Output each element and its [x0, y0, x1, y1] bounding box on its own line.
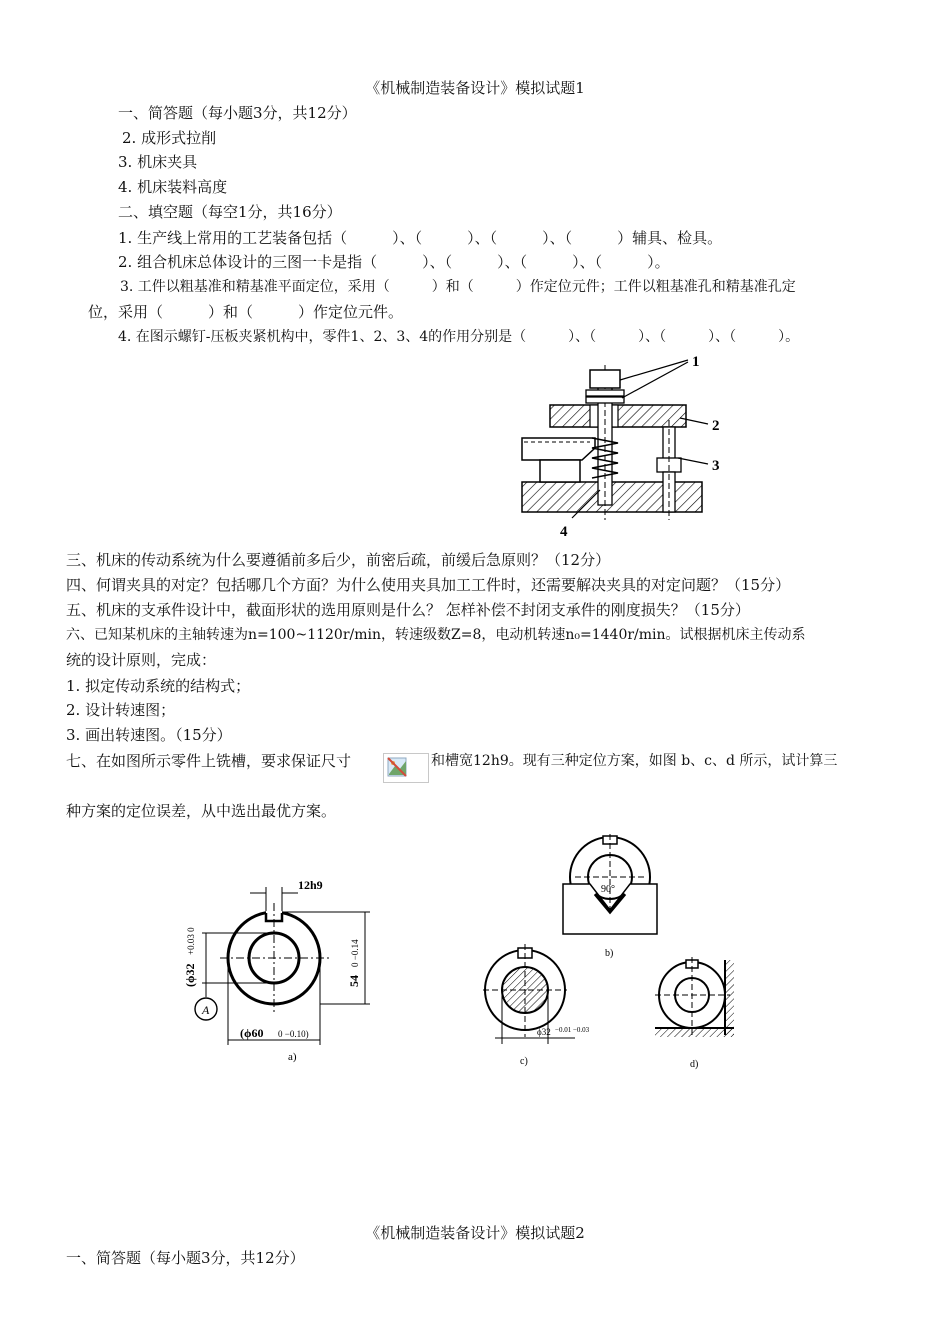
clamp-mechanism-figure	[520, 350, 730, 545]
short-answer-item: 4. 机床装料高度	[118, 178, 228, 196]
pin-dia-tol: −0.01 −0.03	[555, 1026, 590, 1034]
caption-a: a)	[288, 1051, 297, 1063]
pin-dia-dim: ϕ32	[537, 1027, 551, 1037]
question-6-item: 3. 画出转速图。（15分）	[66, 726, 232, 744]
outer-dia-tol: 0 −0.10)	[278, 1029, 309, 1039]
question-7-part2: 和槽宽12h9。现有三种定位方案，如图 b、c、d 所示，试计算三	[431, 753, 838, 769]
short-answer-item: 2. 成形式拉削	[122, 129, 217, 147]
bore-dia-dim: (ϕ32	[183, 963, 197, 987]
part-drawing-a	[170, 875, 390, 1070]
fill-question-3: 3. 工件以粗基准和精基准平面定位，采用（ ）和（ ）作定位元件；工件以粗基准孔和精基准孔定	[120, 279, 796, 295]
slot-width-dim: 12h9	[298, 878, 323, 892]
datum-label: A	[202, 1003, 210, 1017]
broken-image-icon	[383, 753, 429, 783]
exam1-title: 《机械制造装备设计》模拟试题1	[365, 79, 585, 97]
label-1: 1	[692, 354, 700, 370]
fill-question-1: 1. 生产线上常用的工艺装备包括（ ）、（ ）、（ ）、（ ）辅具、检具。	[118, 229, 723, 247]
question-6: 六、已知某机床的主轴转速为n=100~1120r/min，转速级数Z=8，电动机转速n₀=1440r/min。试根据机床主传动系	[66, 627, 806, 643]
exam2-section1-heading: 一、简答题（每小题3分，共12分）	[66, 1249, 305, 1267]
fill-question-4: 4. 在图示螺钉-压板夹紧机构中，零件1、2、3、4的作用分别是（ ）、（ ）、（ ）、（ ）。	[118, 329, 800, 345]
question-3: 三、机床的传动系统为什么要遵循前多后少，前密后疏，前缓后急原则？（12分）	[66, 551, 611, 569]
height-dim: 54	[347, 975, 361, 987]
question-6-item: 2. 设计转速图；	[66, 701, 176, 719]
fill-question-3-cont: 位，采用（ ）和（ ）作定位元件。	[88, 303, 404, 321]
question-6-cont: 统的设计原则，完成：	[66, 651, 217, 669]
label-2: 2	[712, 418, 720, 434]
caption-d: d)	[690, 1059, 699, 1070]
question-7-cont: 种方案的定位误差，从中选出最优方案。	[66, 802, 337, 820]
outer-dia-dim: (ϕ60	[240, 1026, 264, 1040]
locating-scheme-d	[650, 955, 750, 1075]
question-5: 五、机床的支承件设计中，截面形状的选用原则是什么？ 怎样补偿不封闭支承件的刚度损失？（15分）	[66, 601, 750, 619]
bore-dia-tol: +0.03 0	[186, 927, 196, 955]
short-answer-item: 3. 机床夹具	[118, 153, 198, 171]
question-7-part1: 七、在如图所示零件上铣槽，要求保证尺寸	[66, 752, 352, 770]
exam2-title: 《机械制造装备设计》模拟试题2	[365, 1224, 585, 1242]
locating-scheme-b	[555, 832, 675, 960]
caption-b: b)	[605, 948, 614, 959]
question-6-item: 1. 拟定传动系统的结构式；	[66, 677, 251, 695]
question-4: 四、何谓夹具的对定？包括哪几个方面？为什么使用夹具加工工件时，还需要解决夹具的对定问题？（15分）	[66, 576, 791, 594]
height-tol: 0 −0.14	[350, 939, 360, 967]
section1-heading: 一、简答题（每小题3分，共12分）	[118, 104, 357, 122]
caption-c: c)	[520, 1056, 528, 1067]
locating-scheme-c	[475, 942, 590, 1077]
fill-question-2: 2. 组合机床总体设计的三图一卡是指（ ）、（ ）、（ ）、（ ）。	[118, 253, 670, 271]
section2-heading: 二、填空题（每空1分，共16分）	[118, 203, 342, 221]
label-4: 4	[560, 524, 568, 540]
v-block-angle: 90°	[601, 884, 615, 895]
label-3: 3	[712, 458, 720, 474]
